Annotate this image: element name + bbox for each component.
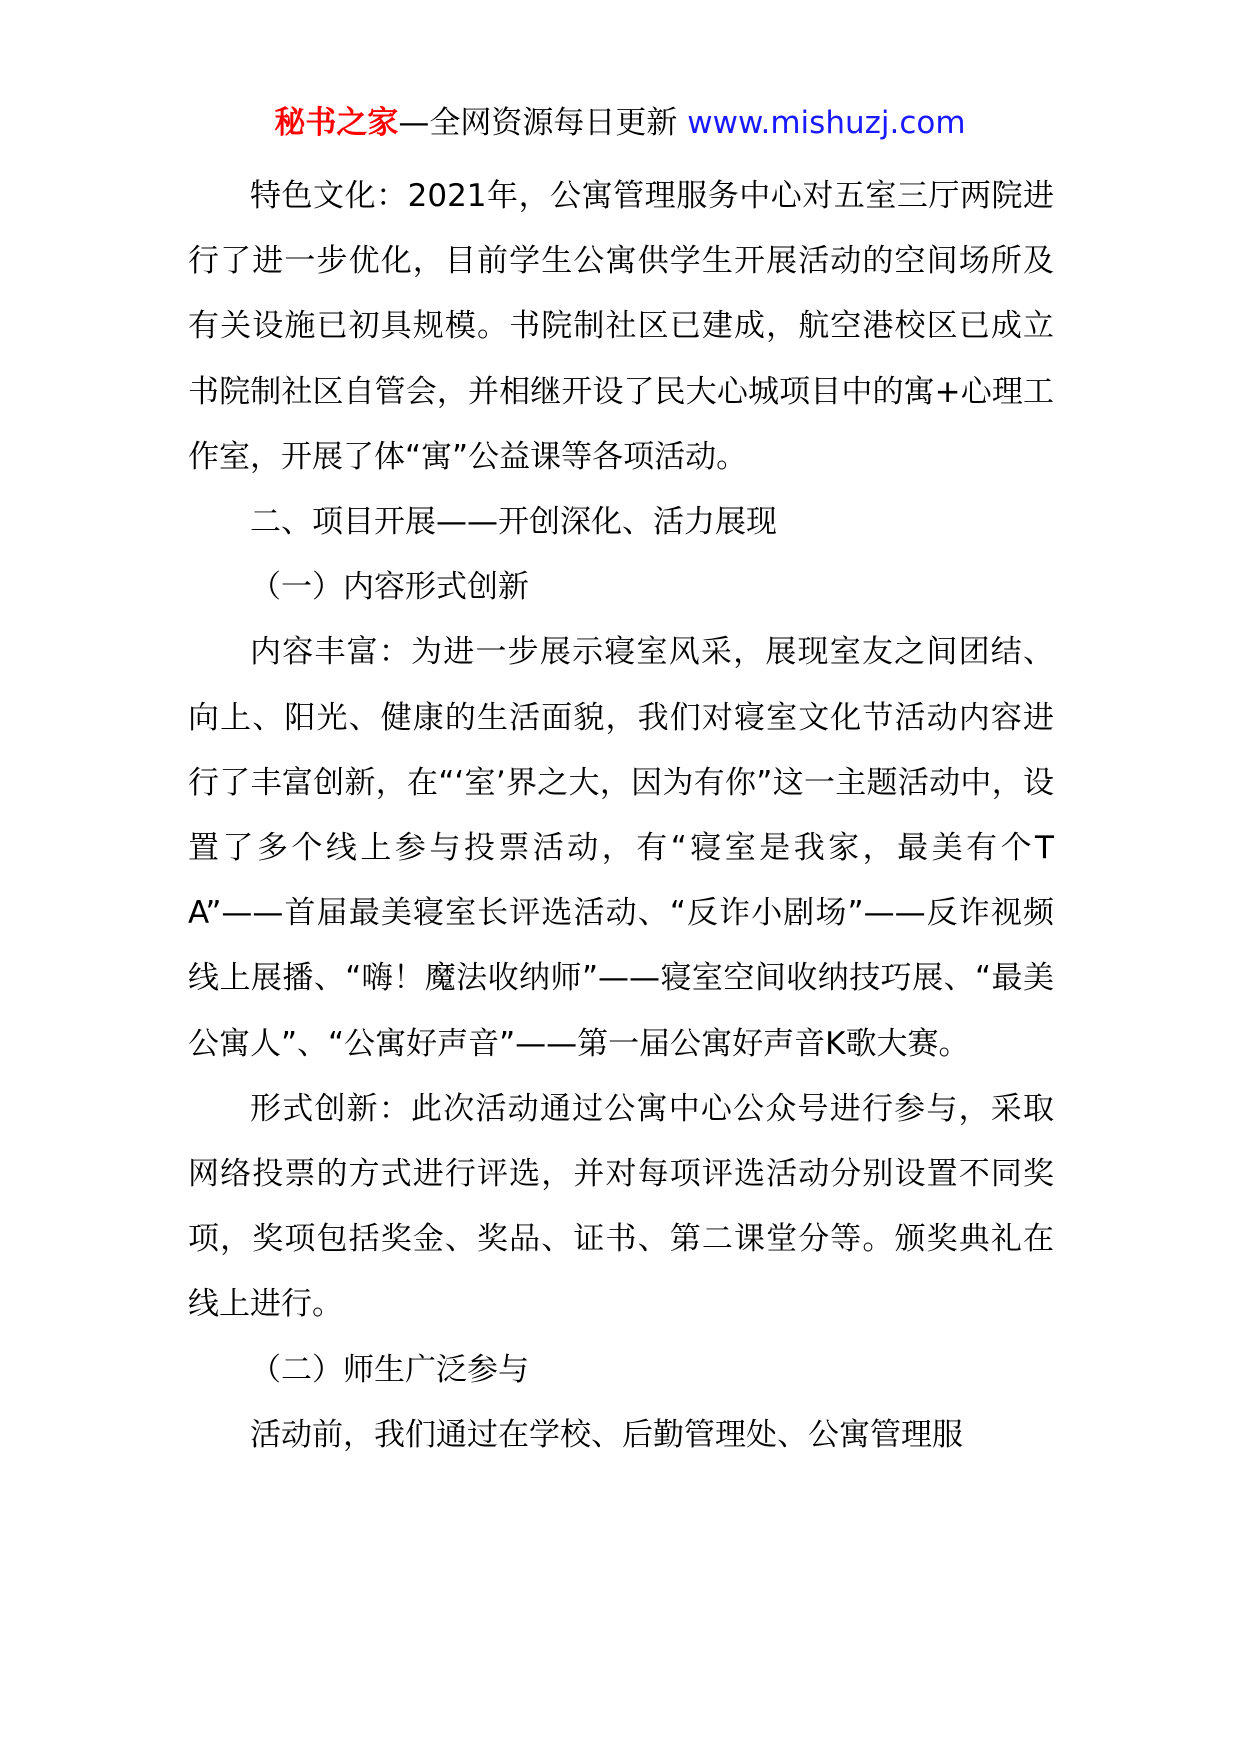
paragraph-form-innovation: 形式创新：此次活动通过公寓中心公众号进行参与，采取网络投票的方式进行评选，并对每项评选活动分别设置不同奖项，奖项包括奖金、奖品、证书、第二课堂分等。颁奖典礼在线上进行。 xyxy=(188,1090,1054,1323)
paragraph-feature-culture: 特色文化：2021年，公寓管理服务中心对五室三厅两院进行了进一步优化，目前学生公寓供学生开展活动的空间场所及有关设施已初具规模。书院制社区已建成，航空港校区已成立书院制社区自管会，并相继开设了民大心城项目中的寓+心理工作室，开展了体“寓”公益课等各项活动。 xyxy=(188,178,1054,475)
brand-name: 秘书之家 xyxy=(274,105,399,141)
website-url[interactable]: www.mishuzj.com xyxy=(687,105,966,141)
header-slogan: —全网资源每日更新 xyxy=(398,105,678,141)
document-body xyxy=(188,164,1054,1468)
section-heading-project: 二、项目开展——开创深化、活力展现 xyxy=(250,504,777,541)
paragraph-rich-content: 内容丰富：为进一步展示寝室风采，展现室友之间团结、向上、阳光、健康的生活面貌，我们对寝室文化节活动内容进行了丰富创新，在“‘室’界之大，因为有你”这一主题活动中，设置了多个线上参与投票活动，有“寝室是我家，最美有个TA”——首届最美寝室长评选活动、“反诈小剧场”——反诈视频线上展播、“嗨！魔法收纳师”——寝室空间收纳技巧展、“最美公寓人”、“公寓好声音”——第一届公寓好声音K歌大赛。 xyxy=(188,634,1054,1062)
subsection-heading-innovation: （一）内容形式创新 xyxy=(250,569,529,606)
subsection-heading-participation: （二）师生广泛参与 xyxy=(250,1351,529,1388)
page-header xyxy=(0,101,1240,145)
paragraph-before-activity: 活动前，我们通过在学校、后勤管理处、公寓管理服 xyxy=(250,1416,963,1453)
